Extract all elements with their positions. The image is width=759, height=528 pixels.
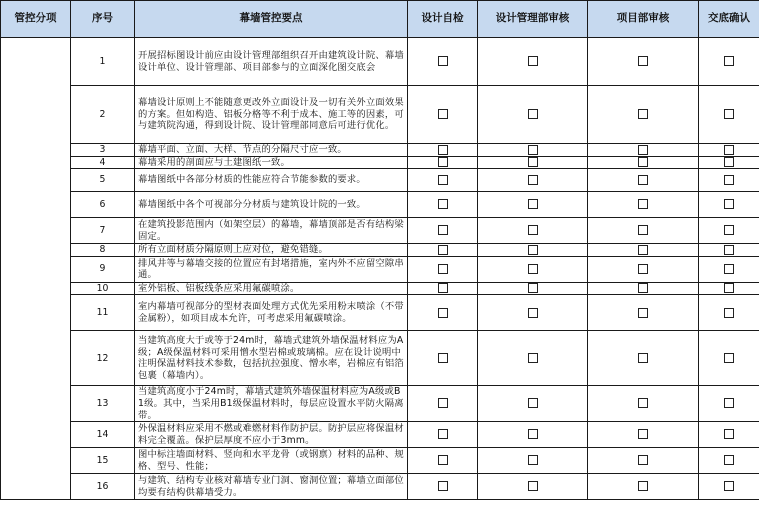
- seq-cell: 4: [71, 156, 135, 169]
- table-row: [1, 169, 759, 192]
- design-mgmt-review-cell: [478, 244, 588, 257]
- checkbox-self-check[interactable]: [438, 199, 448, 209]
- checkbox-self-check[interactable]: [438, 245, 448, 255]
- checkbox-self-check[interactable]: [438, 308, 448, 318]
- checkbox-project-review[interactable]: [638, 199, 648, 209]
- design-mgmt-review-cell: [478, 386, 588, 422]
- item-cell: 开展招标图设计前应由设计管理部组织召开由建筑设计院、幕墙设计单位、设计管理部、项目部参与的立面深化图交底会: [135, 38, 408, 86]
- handover-confirm-cell: [699, 386, 759, 422]
- self-check-cell: [408, 192, 478, 218]
- checkbox-handover-confirm[interactable]: [724, 245, 734, 255]
- handover-confirm-cell: [699, 244, 759, 257]
- checkbox-design-mgmt-review[interactable]: [528, 175, 538, 185]
- handover-confirm-cell: [699, 169, 759, 192]
- project-review-cell: [588, 244, 699, 257]
- handover-confirm-cell: [699, 295, 759, 331]
- checkbox-self-check[interactable]: [438, 481, 448, 491]
- header-design-mgmt-review: 设计管理部审核: [478, 1, 588, 38]
- seq-cell: 10: [71, 282, 135, 295]
- design-mgmt-review-cell: [478, 38, 588, 86]
- checkbox-self-check[interactable]: [438, 175, 448, 185]
- project-review-cell: [588, 256, 699, 282]
- header-self-check: 设计自检: [408, 1, 478, 38]
- self-check-cell: [408, 386, 478, 422]
- seq-cell: 5: [71, 169, 135, 192]
- item-cell: 图中标注墙面材料、竖向和水平龙骨（或钢禀）材料的品种、规格、型号、性能；: [135, 448, 408, 474]
- checkbox-design-mgmt-review[interactable]: [528, 109, 538, 119]
- checkbox-handover-confirm[interactable]: [724, 455, 734, 465]
- checkbox-project-review[interactable]: [638, 353, 648, 363]
- seq-cell: 15: [71, 448, 135, 474]
- project-review-cell: [588, 422, 699, 448]
- self-check-cell: [408, 448, 478, 474]
- checkbox-design-mgmt-review[interactable]: [528, 264, 538, 274]
- self-check-cell: [408, 295, 478, 331]
- checkbox-handover-confirm[interactable]: [724, 225, 734, 235]
- checkbox-project-review[interactable]: [638, 283, 648, 293]
- handover-confirm-cell: [699, 331, 759, 386]
- checkbox-project-review[interactable]: [638, 109, 648, 119]
- self-check-cell: [408, 422, 478, 448]
- header-category: 管控分项: [1, 1, 71, 38]
- handover-confirm-cell: [699, 86, 759, 144]
- handover-confirm-cell: [699, 144, 759, 157]
- checkbox-handover-confirm[interactable]: [724, 175, 734, 185]
- project-review-cell: [588, 295, 699, 331]
- design-mgmt-review-cell: [478, 218, 588, 244]
- checkbox-handover-confirm[interactable]: [724, 308, 734, 318]
- checkbox-self-check[interactable]: [438, 398, 448, 408]
- header-handover-confirm: 交底确认: [699, 1, 759, 38]
- project-review-cell: [588, 38, 699, 86]
- checkbox-design-mgmt-review[interactable]: [528, 429, 538, 439]
- item-cell: 当建筑高度小于24m时，幕墙式建筑外墙保温材料应为A级或B1级。其中，当采用B1级保温材料时，每层应设置水平防火隔离带。: [135, 386, 408, 422]
- table-row: [1, 448, 759, 474]
- self-check-cell: [408, 244, 478, 257]
- table-row: [1, 282, 759, 295]
- checkbox-project-review[interactable]: [638, 245, 648, 255]
- project-review-cell: [588, 86, 699, 144]
- design-mgmt-review-cell: [478, 282, 588, 295]
- self-check-cell: [408, 38, 478, 86]
- table-row: [1, 256, 759, 282]
- self-check-cell: [408, 331, 478, 386]
- checkbox-handover-confirm[interactable]: [724, 157, 734, 167]
- design-mgmt-review-cell: [478, 156, 588, 169]
- table-row: [1, 156, 759, 169]
- table-row: [1, 144, 759, 157]
- seq-cell: 3: [71, 144, 135, 157]
- checkbox-handover-confirm[interactable]: [724, 199, 734, 209]
- item-cell: 与建筑、结构专业核对幕墙专业门洞、窗洞位置；幕墙立面部位均要有结构供幕墙受力。: [135, 474, 408, 500]
- checkbox-design-mgmt-review[interactable]: [528, 157, 538, 167]
- project-review-cell: [588, 144, 699, 157]
- checkbox-handover-confirm[interactable]: [724, 398, 734, 408]
- project-review-cell: [588, 169, 699, 192]
- item-cell: 在建筑投影范围内（如架空层）的幕墙，幕墙顶部是否有结构梁固定。: [135, 218, 408, 244]
- checkbox-handover-confirm[interactable]: [724, 353, 734, 363]
- table-row: [1, 192, 759, 218]
- handover-confirm-cell: [699, 422, 759, 448]
- project-review-cell: [588, 386, 699, 422]
- checkbox-design-mgmt-review[interactable]: [528, 455, 538, 465]
- project-review-cell: [588, 331, 699, 386]
- table-row: [1, 244, 759, 257]
- design-mgmt-review-cell: [478, 86, 588, 144]
- table-row: [1, 474, 759, 500]
- handover-confirm-cell: [699, 474, 759, 500]
- self-check-cell: [408, 156, 478, 169]
- design-mgmt-review-cell: [478, 448, 588, 474]
- project-review-cell: [588, 218, 699, 244]
- checkbox-self-check[interactable]: [438, 109, 448, 119]
- checkbox-design-mgmt-review[interactable]: [528, 145, 538, 155]
- seq-cell: 2: [71, 86, 135, 144]
- self-check-cell: [408, 474, 478, 500]
- header-project-review: 项目部审核: [588, 1, 699, 38]
- item-cell: 幕墙平面、立面、大样、节点的分隔尺寸应一致。: [135, 144, 408, 157]
- checkbox-self-check[interactable]: [438, 353, 448, 363]
- item-cell: 室内幕墙可视部分的型材表面处理方式优先采用粉末喷涂（不带金属粉），如项目成本允许，可考虑采用氟碳喷涂。: [135, 295, 408, 331]
- checkbox-handover-confirm[interactable]: [724, 56, 734, 66]
- checkbox-design-mgmt-review[interactable]: [528, 245, 538, 255]
- design-mgmt-review-cell: [478, 295, 588, 331]
- table-row: [1, 422, 759, 448]
- design-mgmt-review-cell: [478, 422, 588, 448]
- item-cell: 排风井等与幕墙交接的位置应有封堵措施，室内外不应留空隙串通。: [135, 256, 408, 282]
- checkbox-project-review[interactable]: [638, 398, 648, 408]
- checkbox-project-review[interactable]: [638, 264, 648, 274]
- item-cell: 幕墙采用的剖面应与土建图纸一致。: [135, 156, 408, 169]
- handover-confirm-cell: [699, 156, 759, 169]
- checkbox-design-mgmt-review[interactable]: [528, 308, 538, 318]
- checkbox-handover-confirm[interactable]: [724, 481, 734, 491]
- design-mgmt-review-cell: [478, 169, 588, 192]
- item-cell: 所有立面材质分隔原则上应对位，避免错缝。: [135, 244, 408, 257]
- table-row: [1, 218, 759, 244]
- item-cell: 幕墙设计原则上不能随意更改外立面设计及一切有关外立面效果的方案。但如构造、铝板分格等不利于成本、施工等的因素，可与建筑院沟通，得到设计院、设计管理部同意后可进行优化。: [135, 86, 408, 144]
- seq-cell: 1: [71, 38, 135, 86]
- checkbox-design-mgmt-review[interactable]: [528, 199, 538, 209]
- table-row: [1, 331, 759, 386]
- item-cell: 幕墙图纸中各部分材质的性能应符合节能参数的要求。: [135, 169, 408, 192]
- checkbox-design-mgmt-review[interactable]: [528, 353, 538, 363]
- checkbox-project-review[interactable]: [638, 175, 648, 185]
- table-row: [1, 295, 759, 331]
- project-review-cell: [588, 192, 699, 218]
- item-cell: 幕墙图纸中各个可视部分分材质与建筑设计院的一致。: [135, 192, 408, 218]
- checkbox-self-check[interactable]: [438, 157, 448, 167]
- design-mgmt-review-cell: [478, 144, 588, 157]
- self-check-cell: [408, 282, 478, 295]
- self-check-cell: [408, 86, 478, 144]
- checkbox-project-review[interactable]: [638, 145, 648, 155]
- checkbox-handover-confirm[interactable]: [724, 109, 734, 119]
- checkbox-project-review[interactable]: [638, 157, 648, 167]
- checkbox-handover-confirm[interactable]: [724, 145, 734, 155]
- self-check-cell: [408, 218, 478, 244]
- item-cell: 室外铝板、铝板线条应采用氟碳喷涂。: [135, 282, 408, 295]
- checkbox-design-mgmt-review[interactable]: [528, 398, 538, 408]
- checkbox-design-mgmt-review[interactable]: [528, 283, 538, 293]
- seq-cell: 9: [71, 256, 135, 282]
- checkbox-project-review[interactable]: [638, 429, 648, 439]
- header-seq: 序号: [71, 1, 135, 38]
- table-body: [1, 38, 759, 500]
- seq-cell: 7: [71, 218, 135, 244]
- seq-cell: 6: [71, 192, 135, 218]
- checkbox-handover-confirm[interactable]: [724, 264, 734, 274]
- self-check-cell: [408, 169, 478, 192]
- header-item: 幕墙管控要点: [135, 1, 408, 38]
- handover-confirm-cell: [699, 38, 759, 86]
- checkbox-handover-confirm[interactable]: [724, 429, 734, 439]
- checkbox-design-mgmt-review[interactable]: [528, 56, 538, 66]
- checkbox-self-check[interactable]: [438, 429, 448, 439]
- checkbox-design-mgmt-review[interactable]: [528, 481, 538, 491]
- seq-cell: 8: [71, 244, 135, 257]
- checkbox-project-review[interactable]: [638, 56, 648, 66]
- seq-cell: 16: [71, 474, 135, 500]
- checkbox-self-check[interactable]: [438, 145, 448, 155]
- checkbox-project-review[interactable]: [638, 481, 648, 491]
- category-cell: [1, 38, 71, 500]
- design-mgmt-review-cell: [478, 256, 588, 282]
- seq-cell: 12: [71, 331, 135, 386]
- design-mgmt-review-cell: [478, 192, 588, 218]
- checkbox-handover-confirm[interactable]: [724, 283, 734, 293]
- table-row: [1, 386, 759, 422]
- checkbox-project-review[interactable]: [638, 308, 648, 318]
- handover-confirm-cell: [699, 218, 759, 244]
- self-check-cell: [408, 256, 478, 282]
- design-mgmt-review-cell: [478, 474, 588, 500]
- checkbox-design-mgmt-review[interactable]: [528, 225, 538, 235]
- checkbox-self-check[interactable]: [438, 283, 448, 293]
- table-row: [1, 86, 759, 144]
- checkbox-self-check[interactable]: [438, 225, 448, 235]
- checkbox-self-check[interactable]: [438, 56, 448, 66]
- checkbox-self-check[interactable]: [438, 264, 448, 274]
- self-check-cell: [408, 144, 478, 157]
- project-review-cell: [588, 448, 699, 474]
- project-review-cell: [588, 474, 699, 500]
- checkbox-project-review[interactable]: [638, 455, 648, 465]
- seq-cell: 14: [71, 422, 135, 448]
- table-row: [1, 38, 759, 86]
- seq-cell: 11: [71, 295, 135, 331]
- design-mgmt-review-cell: [478, 331, 588, 386]
- seq-cell: 13: [71, 386, 135, 422]
- handover-confirm-cell: [699, 448, 759, 474]
- table-header-row: [1, 1, 759, 38]
- checkbox-project-review[interactable]: [638, 225, 648, 235]
- handover-confirm-cell: [699, 282, 759, 295]
- project-review-cell: [588, 282, 699, 295]
- handover-confirm-cell: [699, 256, 759, 282]
- project-review-cell: [588, 156, 699, 169]
- item-cell: 外保温材料应采用不燃或难燃材料作防护层。防护层应将保温材料完全覆盖。保护层厚度不应小于3mm。: [135, 422, 408, 448]
- handover-confirm-cell: [699, 192, 759, 218]
- checkbox-self-check[interactable]: [438, 455, 448, 465]
- item-cell: 当建筑高度大于或等于24m时，幕墙式建筑外墙保温材料应为A级；A级保温材料可采用憎水型岩棉或玻璃棉。应在设计说明中注明保温材料技术参数，包括抗拉强度、憎水率，岩棉应有铝箔包裹（幕墙内）。: [135, 331, 408, 386]
